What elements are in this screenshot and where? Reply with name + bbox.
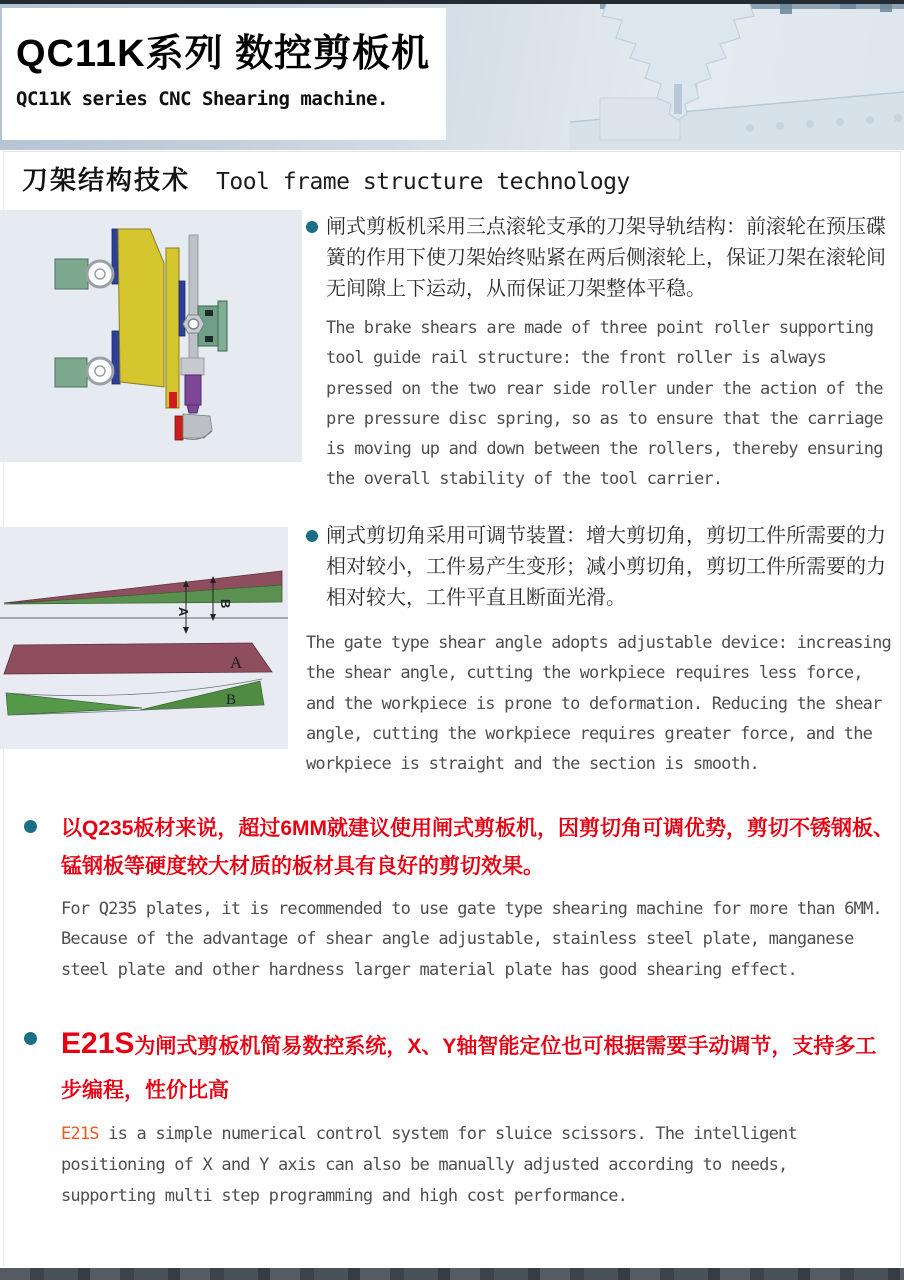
bullet3-cn-text: 以Q235板材来说，超过6MM就建议使用闸式剪板机，因剪切角可调优势，剪切不锈钢板、锰钢板等硬度较大材质的板材具有良好的剪切效果。 (61, 817, 895, 878)
bullet-dot-icon (306, 221, 318, 233)
bullet1-cn-text: 闸式剪板机采用三点滚轮支承的刀架导轨结构：前滚轮在预压碟簧的作用下使刀架始终贴紧在两后侧滚轮上，保证刀架在滚轮间无间隙上下运动，从而保证刀架整体平稳。 (326, 216, 886, 300)
e21s-en-text (61, 1119, 882, 1212)
bullet-item-roller-structure (306, 212, 904, 495)
section-title (22, 160, 630, 197)
header-band (0, 0, 904, 150)
tool-carrier-drawing (0, 210, 302, 462)
diagram-shear-angle (0, 527, 288, 749)
content-border-top (4, 151, 900, 152)
page-title: QC11K系列 数控剪板机 (16, 33, 431, 75)
bullet2-en-text: The gate type shear angle adopts adjustable device: increasing the shear angle, cutting the workpiece requires less force, and the workpiece is prone to deformation. Reducing the shear angle, cutting the workpiece requires greater force, and the workpiece is straight and the section is smooth. (306, 633, 891, 775)
dim-label-a: A (176, 607, 191, 617)
bullet1-en-text: The brake shears are made of three point roller supporting tool guide rail structure: the front roller is always pressed on the two rear side roller under the action of the pre pressure disc spring, so as to ensure that the carriage is moving up and down between the rollers, thereby ensuring the overall stability of the tool carrier. (326, 318, 883, 490)
blade-label-a: A (230, 653, 243, 672)
e21s-heading (61, 1022, 882, 1113)
e21s-model-name: E21S (61, 1027, 135, 1060)
bullet-item-q235-recommendation (24, 810, 896, 985)
page-subtitle: QC11K series CNC Shearing machine. (16, 88, 388, 110)
diagram-tool-carrier (0, 210, 302, 462)
bullet3-en-text: For Q235 plates, it is recommended to use gate type shearing machine for more than 6MM. Because of the advantage of shear angle adjustable, stainless steel plate, manganese steel plate and other hardness larger material plate has good shearing effect. (61, 899, 882, 980)
e21s-heading-cn: 为闸式剪板机简易数控系统，X、Y轴智能定位也可根据需要手动调节，支持多工步编程，性价比高 (61, 1035, 877, 1102)
bullet-dot-icon (24, 1032, 37, 1045)
bullet2-cn-text: 闸式剪切角采用可调节装置：增大剪切角，剪切工件所需要的力相对较小，工件易产生变形；减小剪切角，剪切工件所需要的力相对较大，工件平直且断面光滑。 (326, 525, 886, 609)
machine-photo (450, 0, 904, 150)
bullet-item-e21s-system (24, 1022, 882, 1212)
bullet-dot-icon (24, 820, 37, 833)
title-box (2, 8, 446, 140)
shear-angle-drawing (0, 527, 288, 749)
section-title-en: Tool frame structure technology (216, 169, 630, 195)
e21s-model-name-en: E21S (61, 1124, 99, 1144)
e21s-en-body: is a simple numerical control system for sluice scissors. The intelligent positioning of X and Y axis can also be manually adjusted according to needs, supporting multi step programming and high cost performance. (61, 1124, 797, 1206)
dim-label-b: B (218, 599, 233, 609)
blade-label-b: B (226, 692, 237, 708)
top-edge-strip (0, 0, 904, 4)
bullet-item-shear-angle (306, 521, 895, 779)
bullet-dot-icon (306, 530, 318, 542)
section-title-cn: 刀架结构技术 (22, 165, 191, 195)
bottom-strip (0, 1268, 904, 1280)
